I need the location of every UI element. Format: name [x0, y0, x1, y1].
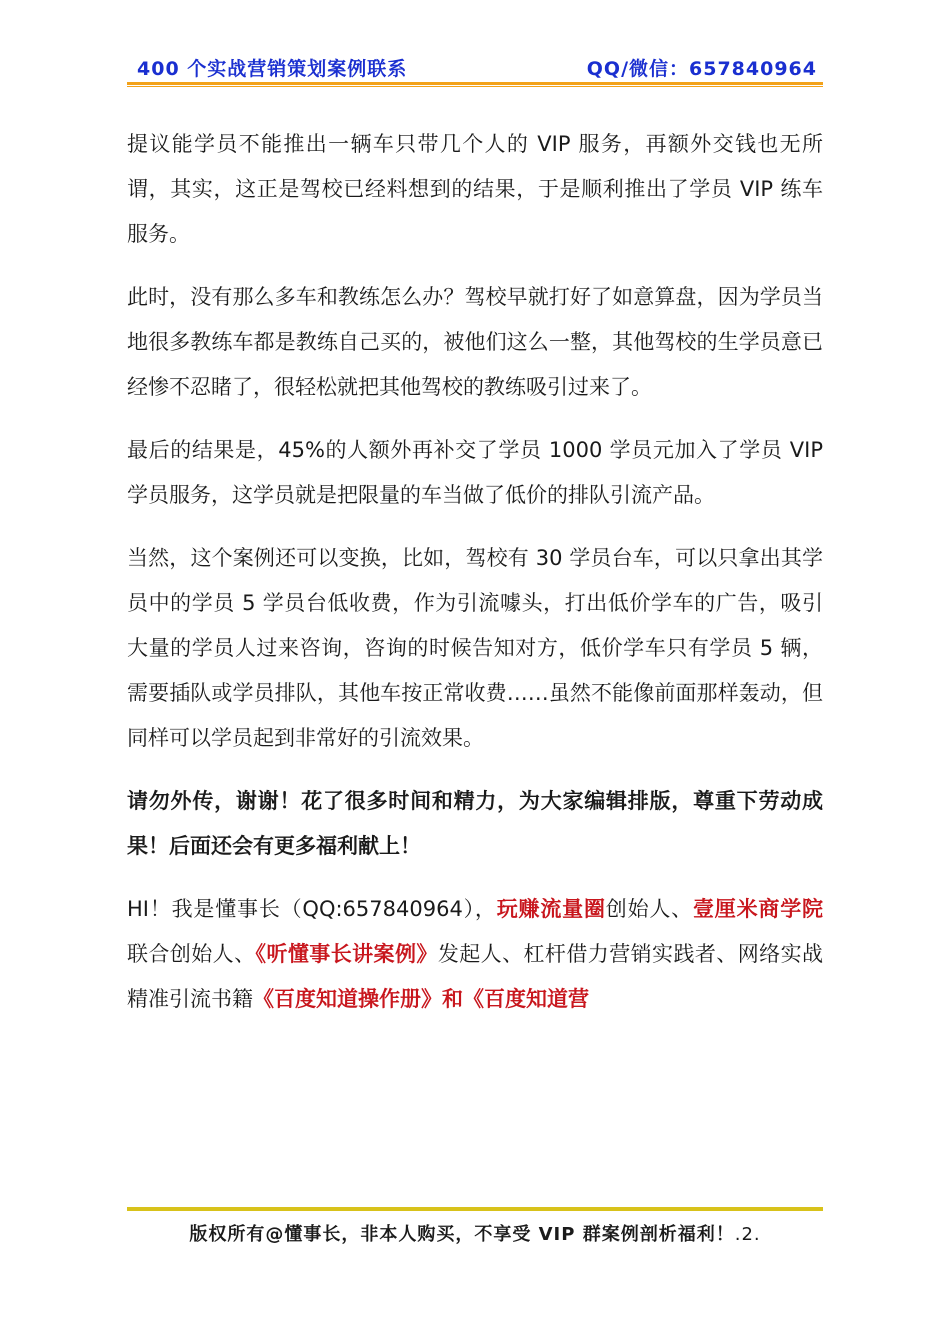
paragraph-result: 最后的结果是，45%的人额外再补交了学员 1000 学员元加入了学员 VIP 学员服务，这学员就是把限量的车当做了低价的排队引流产品。: [127, 438, 823, 507]
brand-anli: 《听懂事长讲案例》: [255, 942, 438, 966]
intro-text: 创始人、: [605, 897, 693, 921]
footer-divider: [127, 1207, 823, 1211]
header-contact: QQ/微信：657840964: [586, 58, 817, 80]
paragraph-variation: 当然，这个案例还可以变换，比如，驾校有 30 学员台车，可以只拿出其学员中的学员 5 学员台低收费，作为引流噱头，打出低价学车的广告，吸引大量的学员人过来咨询，咨询的时候告知对方，低价学车只有学员 5 辆，需要插队或学员排队，其他车按正常收费……虽然不能像前面那样轰动，但同样可以学员起到非常好的引流效果。: [127, 546, 823, 750]
brand-shangxueyuan: 壹厘米商学院: [693, 897, 824, 921]
book-titles: 《百度知道操作册》和《百度知道营: [253, 987, 589, 1011]
author-intro: [127, 887, 823, 1022]
paragraph-coaches: 此时，没有那么多车和教练怎么办？驾校早就打好了如意算盘，因为学员当地很多教练车都是教练自己买的，被他们这么一整，其他驾校的生学员意已经惨不忍睹了，很轻松就把其他驾校的教练吸引过来了。: [127, 285, 823, 399]
header-title: 400 个实战营销策划案例联系: [137, 58, 408, 80]
footer-copyright: 版权所有@懂事长，非本人购买，不享受 VIP 群案例剖析福利！: [189, 1224, 735, 1245]
paragraph-vip-service: 提议能学员不能推出一辆车只带几个人的 VIP 服务，再额外交钱也无所谓，其实，这正是驾校已经料想到的结果，于是顺利推出了学员 VIP 练车服务。: [127, 132, 823, 246]
page-footer: [127, 1220, 823, 1246]
header-divider: [127, 82, 823, 85]
page-number: .2.: [734, 1224, 761, 1245]
document-body: [127, 122, 823, 1040]
header-divider-thin: [127, 86, 823, 87]
notice-paragraph: 请勿外传，谢谢！花了很多时间和精力，为大家编辑排版，尊重下劳动成果！后面还会有更多福利献上！: [127, 789, 823, 858]
page-header: [127, 50, 823, 82]
intro-text: HI！我是懂事长（QQ:657840964），: [127, 897, 497, 921]
intro-text: 发起人、杠杆借力营销实践者、网络实战精准引流书籍: [127, 942, 823, 1011]
brand-liuliangquan: 玩赚流量圈: [496, 897, 606, 921]
intro-text: 联合创始人、: [127, 942, 256, 966]
